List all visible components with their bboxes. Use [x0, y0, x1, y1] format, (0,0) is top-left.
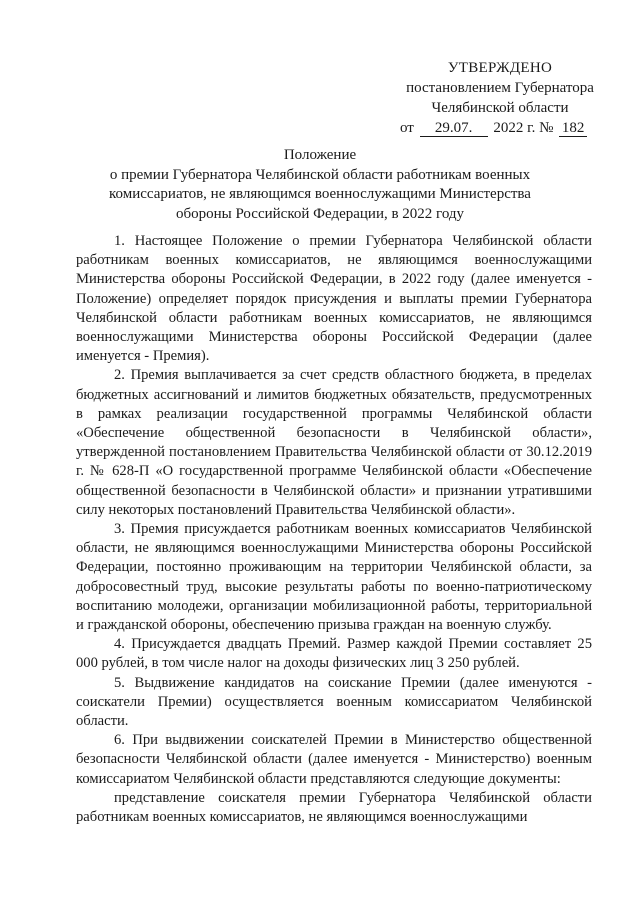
approval-date: 29.07.: [420, 120, 488, 137]
approval-line-1: постановлением Губернатора: [406, 80, 594, 96]
approval-number: 182: [559, 120, 587, 137]
approval-stamp: [390, 58, 610, 138]
title-heading: Положение: [283, 147, 357, 163]
paragraph-1: 1. Настоящее Положение о премии Губернатора Челябинской области работникам военных комиссариатов, не являющимся военнослужащими Министерства обороны Российской Федерации, в 2022 году (далее именуется - Положение) определяет порядок присуждения и выплаты премии Губернатора Челябинской области работникам военных комиссариатов, не являющимся военнослужащими Министерства обороны Российской Федерации (далее именуется - Премия).: [76, 233, 592, 365]
title-subtitle: о премии Губернатора Челябинской области работникам военных комиссариатов, не являющимся военнослужащими Министерства обороны Российской Федерации, в 2022 году: [109, 166, 531, 222]
approval-heading: УТВЕРЖДЕНО: [447, 60, 553, 76]
approval-from-label: от: [400, 120, 414, 136]
approval-line-2: Челябинской области: [431, 100, 569, 116]
paragraph-7: представление соискателя премии Губернатора Челябинской области работникам военных комиссариатов, не являющимся военнослужащими: [76, 789, 592, 826]
approval-date-line: [390, 118, 610, 138]
paragraph-5: 5. Выдвижение кандидатов на соискание Премии (далее именуются - соискатели Премии) осуществляется военным комиссариатом Челябинской области.: [76, 674, 592, 730]
paragraph-3: 3. Премия присуждается работникам военных комиссариатов Челябинской области, не являющимся военнослужащими Министерства обороны Российской Федерации, постоянно проживающим на территории Челябинской области, за добросовестный труд, высокие результаты работы по военно-патриотическому воспитанию молодежи, организации мобилизационной работы, территориальной и гражданской обороны, обеспечению призыва граждан на военную службу.: [76, 521, 592, 634]
document-body: [76, 232, 592, 827]
document-title: [80, 146, 560, 224]
paragraph-4: 4. Присуждается двадцать Премий. Размер каждой Премии составляет 25 000 рублей, в том числе налог на доходы физических лиц 3 250 рублей.: [76, 636, 592, 672]
paragraph-6: 6. При выдвижении соискателей Премии в Министерство общественной безопасности Челябинской области (далее именуется - Министерство) военным комиссариатом Челябинской области представляются следующие документы:: [76, 732, 592, 787]
paragraph-2: 2. Премия выплачивается за счет средств областного бюджета, в пределах бюджетных ассигнований и лимитов бюджетных обязательств, предусмотренных в рамках реализации государственной программы Челябинской области «Обеспечение общественной безопасности в Челябинской области», утвержденной постановлением Правительства Челябинской области от 30.12.2019 г. № 628-П «О государственной программе Челябинской области «Обеспечение общественной безопасности в Челябинской области» и признании утратившими силу некоторых постановлений Правительства Челябинской области».: [76, 367, 592, 518]
approval-year-text: 2022 г. №: [493, 120, 554, 136]
